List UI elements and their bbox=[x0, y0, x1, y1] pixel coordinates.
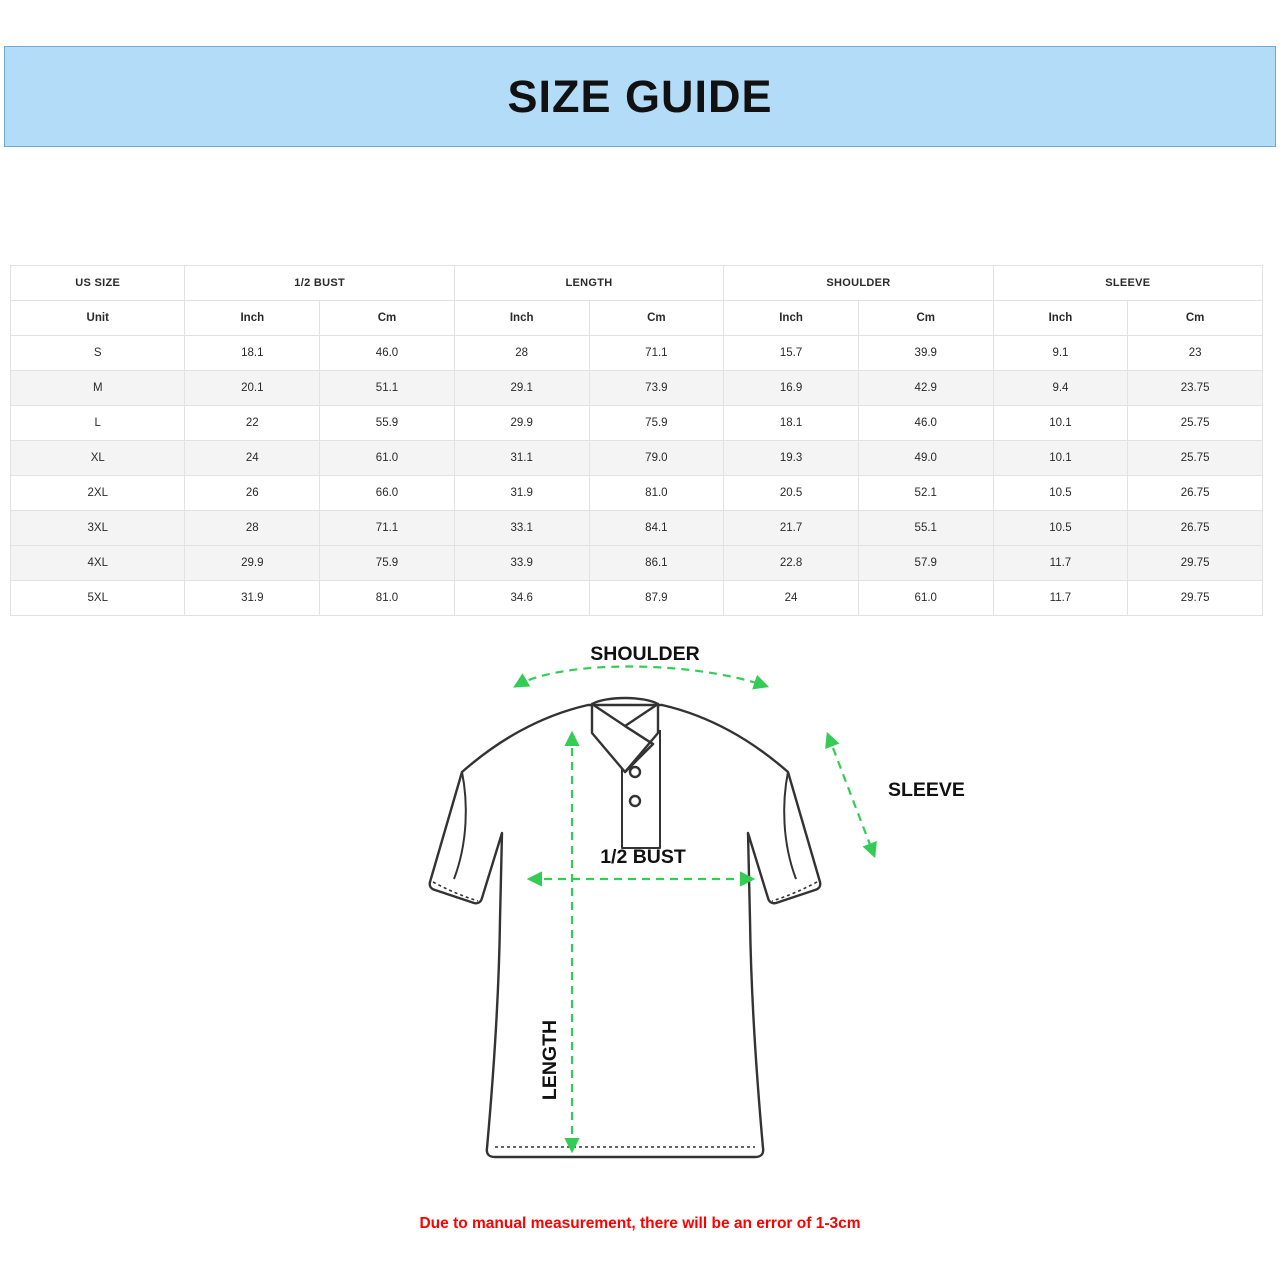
cell-shoulder-inch: 18.1 bbox=[724, 406, 859, 441]
cell-sleeve-inch: 10.5 bbox=[993, 511, 1128, 546]
cell-size: S bbox=[11, 336, 185, 371]
cell-sleeve-inch: 11.7 bbox=[993, 546, 1128, 581]
cell-size: 2XL bbox=[11, 476, 185, 511]
unit-bust-cm: Cm bbox=[320, 301, 455, 336]
sleeve-measure-arrow bbox=[828, 735, 874, 855]
cell-sleeve-cm: 29.75 bbox=[1128, 546, 1263, 581]
cell-sleeve-cm: 23 bbox=[1128, 336, 1263, 371]
cell-length-inch: 31.1 bbox=[454, 441, 589, 476]
size-guide-banner bbox=[4, 46, 1276, 147]
cell-bust-cm: 81.0 bbox=[320, 581, 455, 616]
cell-length-inch: 34.6 bbox=[454, 581, 589, 616]
cell-shoulder-cm: 52.1 bbox=[858, 476, 993, 511]
cell-size: M bbox=[11, 371, 185, 406]
cell-bust-inch: 31.9 bbox=[185, 581, 320, 616]
cell-shoulder-inch: 22.8 bbox=[724, 546, 859, 581]
cell-sleeve-cm: 23.75 bbox=[1128, 371, 1263, 406]
cell-bust-cm: 61.0 bbox=[320, 441, 455, 476]
unit-shoulder-cm: Cm bbox=[858, 301, 993, 336]
table-row bbox=[11, 476, 1263, 511]
table-row bbox=[11, 336, 1263, 371]
cell-shoulder-cm: 42.9 bbox=[858, 371, 993, 406]
cell-sleeve-inch: 10.1 bbox=[993, 406, 1128, 441]
cell-sleeve-inch: 9.1 bbox=[993, 336, 1128, 371]
header-us-size: US SIZE bbox=[11, 266, 185, 301]
cell-length-inch: 33.9 bbox=[454, 546, 589, 581]
table-row bbox=[11, 581, 1263, 616]
length-label: LENGTH bbox=[539, 1019, 561, 1101]
cell-shoulder-cm: 39.9 bbox=[858, 336, 993, 371]
cell-bust-cm: 71.1 bbox=[320, 511, 455, 546]
cell-length-inch: 28 bbox=[454, 336, 589, 371]
cell-size: 5XL bbox=[11, 581, 185, 616]
cell-shoulder-cm: 46.0 bbox=[858, 406, 993, 441]
unit-bust-inch: Inch bbox=[185, 301, 320, 336]
polo-shirt-outline bbox=[430, 698, 821, 1157]
unit-shoulder-inch: Inch bbox=[724, 301, 859, 336]
unit-label: Unit bbox=[11, 301, 185, 336]
cell-sleeve-inch: 10.1 bbox=[993, 441, 1128, 476]
cell-shoulder-inch: 20.5 bbox=[724, 476, 859, 511]
cell-bust-cm: 46.0 bbox=[320, 336, 455, 371]
bust-label: 1/2 BUST bbox=[600, 846, 686, 868]
cell-sleeve-cm: 25.75 bbox=[1128, 441, 1263, 476]
cell-length-inch: 33.1 bbox=[454, 511, 589, 546]
cell-bust-inch: 26 bbox=[185, 476, 320, 511]
cell-sleeve-inch: 9.4 bbox=[993, 371, 1128, 406]
size-table bbox=[10, 265, 1263, 616]
header-shoulder: SHOULDER bbox=[724, 266, 993, 301]
cell-bust-cm: 66.0 bbox=[320, 476, 455, 511]
table-row bbox=[11, 371, 1263, 406]
cell-sleeve-inch: 10.5 bbox=[993, 476, 1128, 511]
cell-shoulder-inch: 16.9 bbox=[724, 371, 859, 406]
cell-shoulder-cm: 55.1 bbox=[858, 511, 993, 546]
cell-bust-cm: 55.9 bbox=[320, 406, 455, 441]
cell-bust-inch: 22 bbox=[185, 406, 320, 441]
cell-length-cm: 84.1 bbox=[589, 511, 724, 546]
cell-bust-inch: 20.1 bbox=[185, 371, 320, 406]
cell-bust-inch: 18.1 bbox=[185, 336, 320, 371]
cell-bust-inch: 24 bbox=[185, 441, 320, 476]
header-length: LENGTH bbox=[454, 266, 723, 301]
cell-sleeve-cm: 26.75 bbox=[1128, 476, 1263, 511]
cell-shoulder-inch: 15.7 bbox=[724, 336, 859, 371]
cell-size: 4XL bbox=[11, 546, 185, 581]
cell-shoulder-cm: 49.0 bbox=[858, 441, 993, 476]
cell-length-cm: 86.1 bbox=[589, 546, 724, 581]
unit-length-inch: Inch bbox=[454, 301, 589, 336]
cell-length-inch: 29.1 bbox=[454, 371, 589, 406]
cell-length-inch: 31.9 bbox=[454, 476, 589, 511]
cell-size: L bbox=[11, 406, 185, 441]
header-half-bust: 1/2 BUST bbox=[185, 266, 454, 301]
table-group-header-row bbox=[11, 266, 1263, 301]
cell-length-cm: 79.0 bbox=[589, 441, 724, 476]
cell-bust-cm: 51.1 bbox=[320, 371, 455, 406]
cell-length-inch: 29.9 bbox=[454, 406, 589, 441]
unit-sleeve-cm: Cm bbox=[1128, 301, 1263, 336]
cell-bust-inch: 29.9 bbox=[185, 546, 320, 581]
table-unit-row bbox=[11, 301, 1263, 336]
cell-sleeve-inch: 11.7 bbox=[993, 581, 1128, 616]
cell-length-cm: 81.0 bbox=[589, 476, 724, 511]
measurement-disclaimer: Due to manual measurement, there will be an error of 1-3cm bbox=[419, 1215, 861, 1232]
shoulder-label: SHOULDER bbox=[590, 643, 700, 665]
cell-shoulder-inch: 21.7 bbox=[724, 511, 859, 546]
unit-sleeve-inch: Inch bbox=[993, 301, 1128, 336]
cell-length-cm: 73.9 bbox=[589, 371, 724, 406]
cell-shoulder-cm: 61.0 bbox=[858, 581, 993, 616]
table-row bbox=[11, 406, 1263, 441]
cell-shoulder-cm: 57.9 bbox=[858, 546, 993, 581]
header-sleeve: SLEEVE bbox=[993, 266, 1262, 301]
table-row bbox=[11, 546, 1263, 581]
cell-sleeve-cm: 25.75 bbox=[1128, 406, 1263, 441]
cell-bust-cm: 75.9 bbox=[320, 546, 455, 581]
shoulder-measure-arrow bbox=[516, 667, 766, 687]
table-row bbox=[11, 511, 1263, 546]
page-title: SIZE GUIDE bbox=[507, 70, 773, 122]
measurement-diagram bbox=[0, 620, 1280, 1210]
cell-length-cm: 87.9 bbox=[589, 581, 724, 616]
cell-sleeve-cm: 26.75 bbox=[1128, 511, 1263, 546]
cell-length-cm: 75.9 bbox=[589, 406, 724, 441]
cell-shoulder-inch: 19.3 bbox=[724, 441, 859, 476]
table-row bbox=[11, 441, 1263, 476]
cell-sleeve-cm: 29.75 bbox=[1128, 581, 1263, 616]
size-table-container bbox=[10, 265, 1263, 616]
cell-size: 3XL bbox=[11, 511, 185, 546]
cell-bust-inch: 28 bbox=[185, 511, 320, 546]
unit-length-cm: Cm bbox=[589, 301, 724, 336]
sleeve-label: SLEEVE bbox=[888, 779, 965, 801]
cell-size: XL bbox=[11, 441, 185, 476]
cell-shoulder-inch: 24 bbox=[724, 581, 859, 616]
cell-length-cm: 71.1 bbox=[589, 336, 724, 371]
